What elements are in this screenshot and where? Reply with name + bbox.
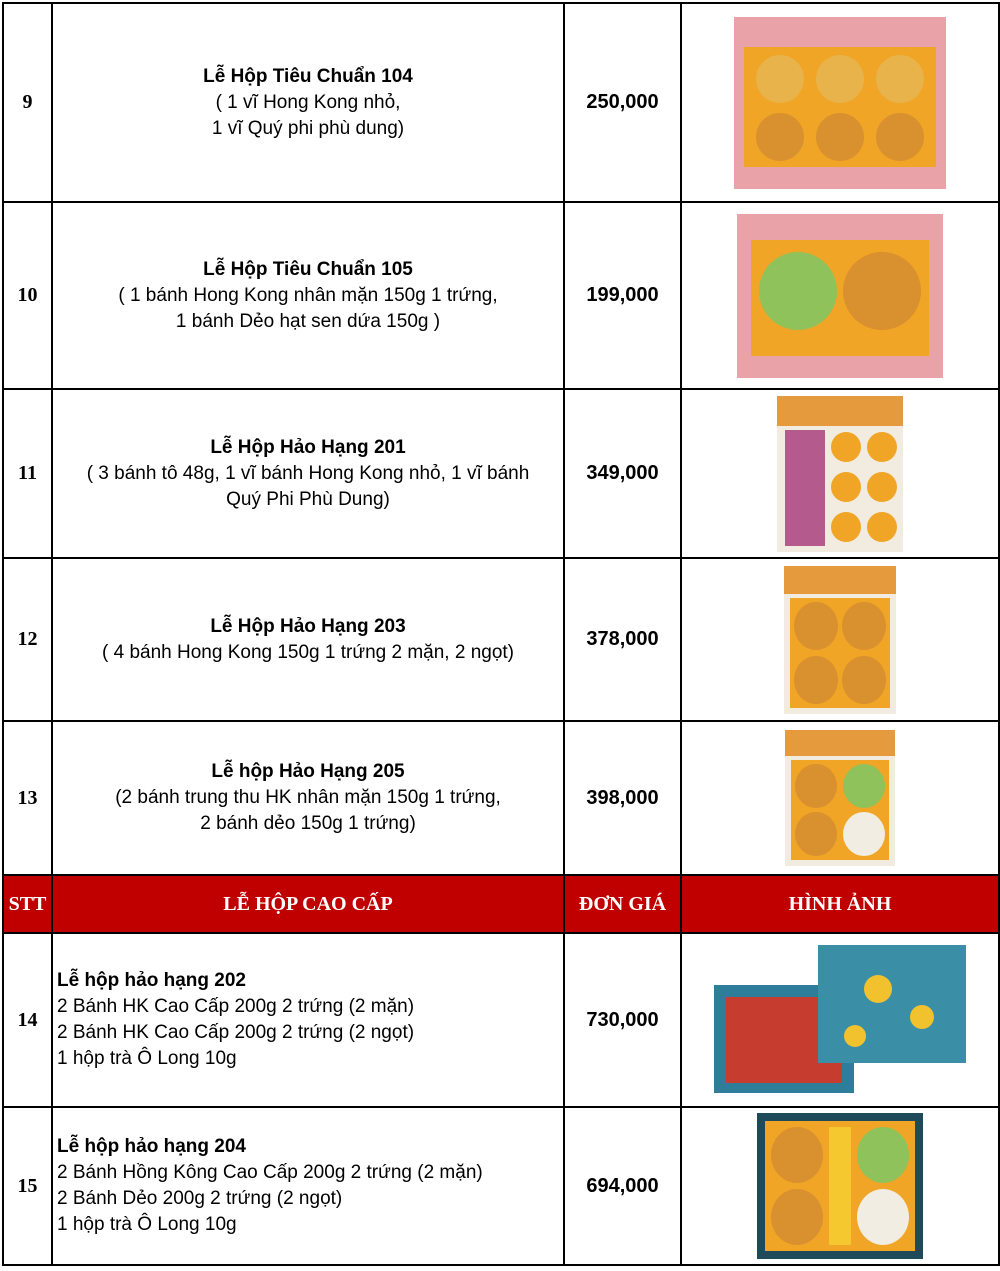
row-number: 14	[3, 933, 52, 1107]
product-detail: 2 bánh dẻo 150g 1 trứng)	[200, 813, 416, 834]
unit-price: 378,000	[564, 558, 681, 721]
row-number: 12	[3, 558, 52, 721]
product-detail: 1 bánh Dẻo hạt sen dứa 150g )	[175, 310, 441, 332]
box-105-icon	[737, 214, 943, 378]
row-number: 11	[3, 389, 52, 558]
product-detail: 2 Bánh HK Cao Cấp 200g 2 trứng (2 mặn)	[57, 996, 415, 1017]
unit-price: 694,000	[564, 1107, 681, 1265]
table-row	[3, 933, 999, 1107]
product-name: Lễ Hộp Hảo Hạng 203	[210, 615, 406, 637]
table-row	[3, 558, 999, 721]
product-detail: 1 hộp trà Ô Long 10g	[57, 1048, 237, 1069]
box-202-icon	[714, 945, 966, 1095]
product-name: Lễ hộp hảo hạng 204	[57, 1136, 246, 1157]
header-title: LỄ HỘP CAO CẤP	[52, 875, 564, 933]
product-detail: ( 1 vĩ Hong Kong nhỏ,	[215, 91, 401, 113]
table-row	[3, 721, 999, 875]
product-detail: ( 1 bánh Hong Kong nhân mặn 150g 1 trứng,	[118, 284, 498, 306]
box-201-icon	[777, 396, 903, 552]
unit-price: 349,000	[564, 389, 681, 558]
unit-price: 398,000	[564, 721, 681, 875]
row-number: 13	[3, 721, 52, 875]
unit-price: 730,000	[564, 933, 681, 1107]
product-detail: Quý Phi Phù Dung)	[226, 488, 390, 510]
product-detail: ( 4 bánh Hong Kong 150g 1 trứng 2 mặn, 2 ngọt)	[102, 641, 514, 663]
box-205-icon	[785, 730, 895, 866]
product-name: Lễ Hộp Tiêu Chuẩn 104	[203, 65, 413, 87]
header-price: ĐƠN GIÁ	[564, 875, 681, 933]
product-detail: 1 vĩ Quý phi phù dung)	[211, 117, 405, 139]
product-name: Lễ hộp hảo hạng 202	[57, 970, 246, 991]
product-detail: 2 Bánh Dẻo 200g 2 trứng (2 ngọt)	[57, 1188, 343, 1209]
unit-price: 250,000	[564, 3, 681, 202]
table-row	[3, 1107, 999, 1265]
table-row	[3, 202, 999, 389]
table-row	[3, 3, 999, 202]
product-name: Lễ Hộp Hảo Hạng 201	[210, 436, 406, 458]
table-row	[3, 389, 999, 558]
product-detail: ( 3 bánh tô 48g, 1 vĩ bánh Hong Kong nhỏ, 1 vĩ bánh	[86, 462, 530, 484]
box-204-icon	[757, 1113, 923, 1259]
product-detail: 1 hộp trà Ô Long 10g	[57, 1214, 237, 1235]
header-image: HÌNH ẢNH	[681, 875, 999, 933]
box-203-icon	[784, 566, 896, 714]
product-name: Lễ Hộp Tiêu Chuẩn 105	[203, 258, 413, 280]
row-number: 15	[3, 1107, 52, 1265]
product-detail: (2 bánh trung thu HK nhân mặn 150g 1 trứng,	[115, 787, 501, 808]
row-number: 10	[3, 202, 52, 389]
table-header	[3, 875, 999, 933]
unit-price: 199,000	[564, 202, 681, 389]
product-name: Lễ hộp Hảo Hạng 205	[211, 761, 405, 782]
price-table	[2, 2, 1000, 1266]
row-number: 9	[3, 3, 52, 202]
header-stt: STT	[3, 875, 52, 933]
box-104-icon	[734, 17, 946, 189]
product-detail: 2 Bánh Hồng Kông Cao Cấp 200g 2 trứng (2 mặn)	[57, 1162, 483, 1183]
product-detail: 2 Bánh HK Cao Cấp 200g 2 trứng (2 ngọt)	[57, 1022, 415, 1043]
